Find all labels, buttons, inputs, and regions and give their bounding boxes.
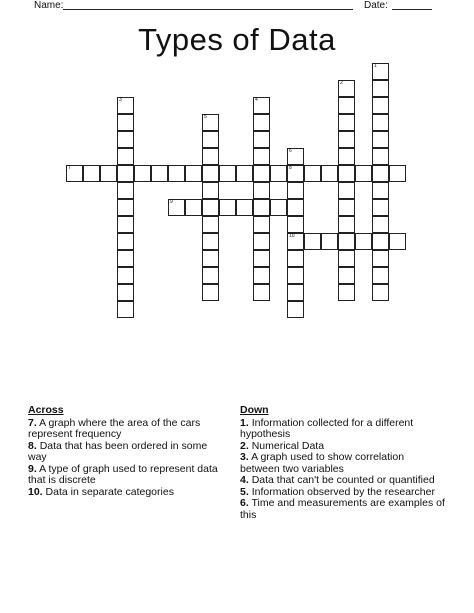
crossword-cell[interactable] [321,233,338,250]
crossword-cell[interactable] [338,250,355,267]
crossword-cell[interactable] [287,199,304,216]
crossword-cell[interactable] [253,199,270,216]
clue-across-7: 7. A graph where the area of the cars represent frequency [28,416,201,440]
crossword-cell[interactable] [338,284,355,301]
crossword-cell[interactable] [338,131,355,148]
crossword-cell[interactable] [219,165,236,182]
crossword-cell[interactable] [202,233,219,250]
crossword-cell[interactable] [287,216,304,233]
crossword-cell[interactable] [372,97,389,114]
clue-number: 4 [255,97,258,103]
crossword-cell[interactable] [202,114,219,131]
crossword-cell[interactable] [372,148,389,165]
crossword-cell[interactable] [151,165,168,182]
crossword-cell[interactable] [372,216,389,233]
crossword-cell[interactable] [389,165,406,182]
clue-number: 7 [68,165,71,171]
crossword-cell[interactable] [287,250,304,267]
clue-number: 6 [289,148,292,154]
crossword-cell[interactable] [355,165,372,182]
crossword-cell[interactable] [304,165,321,182]
across-clues [28,405,228,498]
crossword-cell[interactable] [372,284,389,301]
crossword-cell[interactable] [338,216,355,233]
crossword-cell[interactable] [338,80,355,97]
crossword-cell[interactable] [117,165,134,182]
crossword-cell[interactable] [236,199,253,216]
crossword-cell[interactable] [304,233,321,250]
crossword-cell[interactable] [372,267,389,284]
crossword-cell[interactable] [338,148,355,165]
clue-down-4: 4. Data that can't be counted or quantified [240,474,435,486]
clue-number: 9 [170,199,173,205]
crossword-cell[interactable] [372,131,389,148]
crossword-cell[interactable] [372,63,389,80]
crossword-cell[interactable] [202,250,219,267]
crossword-cell[interactable] [338,182,355,199]
crossword-cell[interactable] [287,301,304,318]
across-heading: Across [28,404,64,416]
clue-number: 1 [374,63,377,69]
crossword-cell[interactable] [100,165,117,182]
clue-number: 5 [204,114,207,120]
page-title: Types of Data [138,22,336,57]
crossword-cell[interactable] [117,182,134,199]
clue-down-6: 6. Time and measurements are examples of this [240,497,445,521]
crossword-cell[interactable] [117,216,134,233]
crossword-cell[interactable] [338,114,355,131]
crossword-cell[interactable] [83,165,100,182]
crossword-cell[interactable] [117,131,134,148]
crossword-cell[interactable] [168,199,185,216]
crossword-cell[interactable] [372,114,389,131]
clue-across-8: 8. Data that has been ordered in some way [28,439,208,463]
crossword-cell[interactable] [253,267,270,284]
crossword-cell[interactable] [236,165,253,182]
crossword-cell[interactable] [338,97,355,114]
crossword-cell[interactable] [168,165,185,182]
crossword-cell[interactable] [338,165,355,182]
clue-across-9: 9. A type of graph used to represent data that is discrete [28,462,218,486]
crossword-cell[interactable] [202,131,219,148]
crossword-cell[interactable] [253,250,270,267]
crossword-cell[interactable] [185,199,202,216]
crossword-cell[interactable] [117,284,134,301]
crossword-cell[interactable] [117,199,134,216]
crossword-cell[interactable] [202,267,219,284]
crossword-cell[interactable] [202,148,219,165]
crossword-cell[interactable] [253,97,270,114]
crossword-cell[interactable] [355,233,372,250]
crossword-cell[interactable] [253,114,270,131]
clue-number: 10 [289,233,295,239]
crossword-cell[interactable] [117,97,134,114]
crossword-cell[interactable] [338,267,355,284]
clue-number: 3 [119,97,122,103]
crossword-cell[interactable] [321,165,338,182]
crossword-cell[interactable] [117,148,134,165]
crossword-cell[interactable] [117,233,134,250]
crossword-cell[interactable] [389,233,406,250]
crossword-cell[interactable] [372,182,389,199]
crossword-cell[interactable] [202,165,219,182]
crossword-cell[interactable] [287,148,304,165]
date-label: Date: [364,0,388,11]
crossword-cell[interactable] [287,267,304,284]
crossword-cell[interactable] [253,148,270,165]
crossword-cell[interactable] [287,165,304,182]
crossword-cell[interactable] [270,199,287,216]
crossword-cell[interactable] [202,284,219,301]
crossword-cell[interactable] [372,233,389,250]
crossword-cell[interactable] [253,182,270,199]
crossword-cell[interactable] [253,165,270,182]
crossword-cell[interactable] [202,182,219,199]
crossword-cell[interactable] [372,165,389,182]
crossword-cell[interactable] [117,301,134,318]
crossword-cell[interactable] [134,165,151,182]
crossword-cell[interactable] [372,80,389,97]
name-label: Name: [34,0,64,11]
clue-down-5: 5. Information observed by the researcher [240,485,435,498]
crossword-cell[interactable] [338,233,355,250]
crossword-cell[interactable] [287,284,304,301]
clue-down-2: 2. Numerical Data [240,439,325,452]
crossword-cell[interactable] [202,199,219,216]
crossword-cell[interactable] [270,165,287,182]
clue-down-3: 3. A graph used to show correlation between two variables [240,451,405,475]
crossword-cell[interactable] [287,233,304,250]
crossword-cell[interactable] [287,182,304,199]
down-clues [240,405,445,521]
crossword-cell[interactable] [202,216,219,233]
clue-across-10: 10. Data in separate categories [28,485,174,498]
crossword-cell[interactable] [338,199,355,216]
clue-down-1: 1. Information collected for a different hypothesis [240,416,414,440]
crossword-cell[interactable] [372,199,389,216]
clue-number: 2 [340,80,343,86]
down-heading: Down [240,404,269,416]
crossword-cell[interactable] [185,165,202,182]
crossword-cell[interactable] [253,216,270,233]
crossword-cell[interactable] [117,114,134,131]
crossword-cell[interactable] [117,267,134,284]
crossword-cell[interactable] [219,199,236,216]
clue-number: 8 [289,165,292,171]
crossword-cell[interactable] [117,250,134,267]
crossword-cell[interactable] [66,165,83,182]
crossword-cell[interactable] [253,131,270,148]
crossword-cell[interactable] [253,284,270,301]
crossword-cell[interactable] [253,233,270,250]
crossword-cell[interactable] [372,250,389,267]
